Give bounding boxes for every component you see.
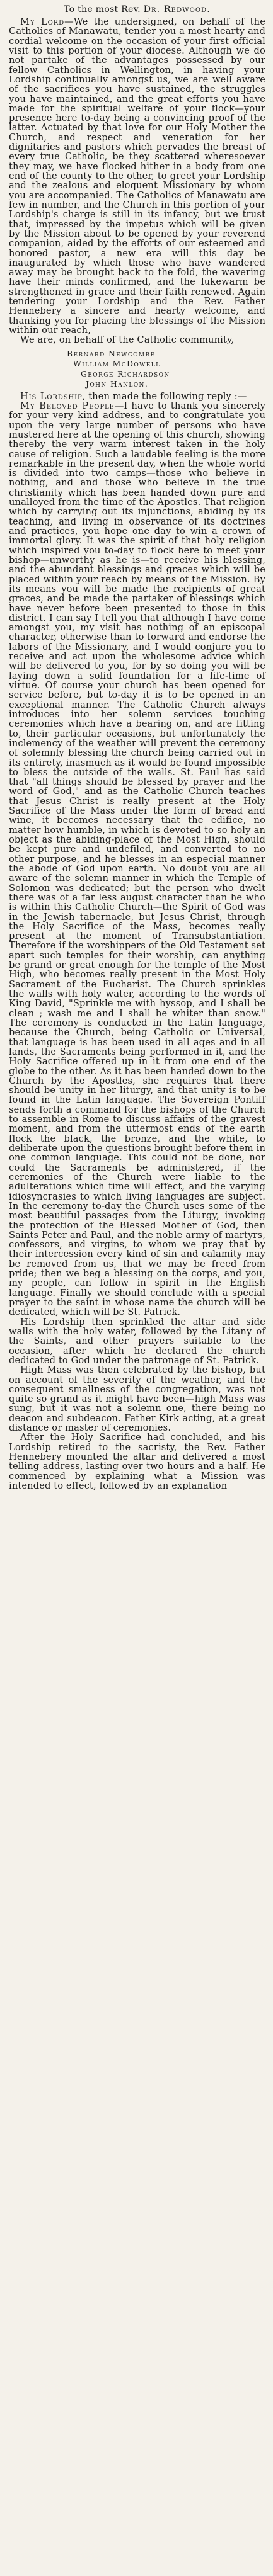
address-lead: My Lord xyxy=(20,16,65,27)
address-heading xyxy=(9,4,265,15)
sermon-paragraph: After the Holy Sacrifice had concluded, and his Lordship retired to the sacristy, the Rev. Father Hennebery mounted the altar and delivered a most telling address, lasting over two hours and a half. He commenced by explaining what a Mission was intended to effect, followed by an explanation xyxy=(9,1432,265,1491)
address-text: —We the undersigned, on behalf of the Catholics of Manawatu, tender you a most hearty and cordial welcome on the occasion of your first official visit to this portion of your diocese. Although we do not partake of the advantages possessed by our fellow Catholics in Wellington, in having your Lordship continually amongst us, we are well aware of the sacrifices you have sustained, the struggles you have maintained, and the great efforts you have made for the spiritual welfare of your flock—your presence here to-day being a convincing proof of the latter. Actuated by that love for our Holy Mother the Church, and respect and veneration for her dignitaries and pastors which pervades the breast of every true Catholic, be they scattered wheresoever they may, we have flocked hither in a body from one end of the county to the other, to greet your Lordship and the zealous and eloquent Missionary by whom you are accompanied. The Catholics of Manawatu are few in number, and the Church in this portion of your Lordship's charge is still in its infancy, but we trust that, impressed by the impetus which will be given by the Mission about to be opened by your reverend companion, aided by the efforts of our esteemed and honored pastor, a new era will this day be inaugurated by which those who have wandered away may be brought back to the fold, the wavering have their minds confirmed, and the lukewarm be strengthened in grace and their faith renewed. Again tendering your Lordship and the Rev. Father Hennebery a sincere and hearty welcome, and thanking you for placing the blessings of the Mission within our reach, xyxy=(9,16,265,336)
reply-salutation: My Beloved People xyxy=(20,400,115,411)
mass-paragraph: High Mass was then celebrated by the bishop, but on account of the severity of the weather, and the consequent smallness of the congregation, was not quite so grand as it might have been—high Mass was sung, but it was not a solemn one, there being no deacon and subdeacon. Father Kirk acting, at a great distance or master of ceremonies. xyxy=(9,1365,265,1434)
signatories xyxy=(9,349,265,389)
heading-name: Dr. Redwood. xyxy=(143,4,211,14)
signatory: John Hanlon. xyxy=(86,378,149,389)
address-body xyxy=(9,17,265,335)
reply-speech xyxy=(9,401,265,1317)
signatory: William McDowell xyxy=(73,358,161,368)
address-closing: We are, on behalf of the Catholic community, xyxy=(20,334,235,346)
reply-lead: His Lordship xyxy=(20,390,83,402)
reply-heading-rest: , then made the following reply :— xyxy=(82,390,247,402)
reply-speech-text: —I have to thank you sincerely for your very kind address, and to congratulate you upon the very large number of persons who have mustered here at the opening of this church, showing thereby the very warm interest taken in the holy cause of religion. Such a laudable feeling is the more remarkable in the present day, when the whole world is divided into two camps—those who believe in nothing, and and those who believe in the true christianity which has been handed down pure and unalloyed from the time of the Apostles. That religion which by carrying out its injunctions, abiding by its teaching, and living in observance of its doctrines and practices, you hope one day to win a crown of immortal glory. It was the spirit of that holy religion which inspired you to-day to flock here to meet your bishop—unworthy as he is—to receive his blessing, and the abundant blessings and graces which will be placed within your reach by means of the Mission. By its means you will be made the recipients of great graces, and be made the partaker of blessings which have never before been presented to those in this district. I can say I tell you that although I have come amongst you, my visit has nothing of an episcopal character, otherwise than to forward and endorse the labors of the Missionary, and I would conjure you to receive and act upon the wholesome advice which will be delivered to you, for by so doing you will be laying down a solid foundation for a life-time of virtue. Of course your church has been opened for service before, but to-day it is to be opened in an exceptional manner. The Catholic Church always introduces into her solemn services touching ceremonies which have a bearing on, and are fitting to, their particular occasions, but unfortunately the inclemency of the weather will prevent the ceremony of solemnly blessing the church being carried out in its entirety, inasmuch as it would be found impossible to bless the outside of the walls. St. Paul has said that "all things should be blessed by prayer and the word of God," and as the Catholic Church teaches that Jesus Christ is really present at the Holy Sacrifice of the Mass under the form of bread and wine, it becomes necessary that the edifice, no matter how humble, in which is devoted to so holy an object as the abiding-place of the Most High, should be kept pure and undefiled, and converted to no other purpose, and he blesses in an especial manner the abode of God upon earth. No doubt you are all aware of the solemn manner in which the Temple of Solomon was dedicated; but the person who dwelt there was of a far less august character than he who is within this Catholic Church—the Spirit of God was in the Jewish tabernacle, but Jesus Christ, through the Holy Sacrifice of the Mass, becomes really present at the moment of Transubstantiation. Therefore if the worshippers of the Old Testament set apart such temples for their worship, can anything be grand or great enough for the temple of the Most High, who becomes really present in the Most Holy Sacrament of the Eucharist. The Church sprinkles the walls with holy water, according to the words of King David, "Sprinkle me with hyssop, and I shall be clean ; wash me and I shall be whiter than snow." The ceremony is conducted in the Latin language, because the Church, being Catholic or Universal, that language is has been used in all ages and in all lands, the Sacraments being performed in it, and the Holy Sacrifice offered up in it from one end of the globe to the other. As it has been handed down to the Church by the Apostles, she requires that there should be unity in her liturgy, and that unity is to be found in the Latin language. The Sovereign Pontiff sends forth a command for the bishops of the Church to assemble in Rome to discuss affairs of the gravest moment, and from the uttermost ends of the earth flock the black, the bronze, and the white, to deliberate upon the questions brought before them in one common language. This could not be done, nor could the Sacraments be administered, if the ceremonies of the Church were liable to the adulterations which time will effect, and the varying idiosyncrasies to which living languages are subject. In the ceremony to-day the Church uses some of the most beautiful passages from the Liturgy, invoking the protection of the Blessed Mother of God, then Saints Peter and Paul, and the noble army of martyrs, confessors, and virgins, to whom we pray that by their intercession every kind of sin and calamity may be removed from us, that we may be freed from pride; then we beg a blessing on the corps, and you, my people, can follow in spirit in the English language. Finally we should conclude with a special prayer to the saint in whose name the church will be dedicated, which will be St. Patrick. xyxy=(9,400,265,1318)
heading-prefix: To the most Rev. xyxy=(64,4,144,14)
ceremony-paragraph: His Lordship then sprinkled the altar and side walls with the holy water, followed by the Litany of the Saints, and other prayers suitable to the occasion, after which he declared the church dedicated to God under the patronage of St. Patrick. xyxy=(9,1316,265,1366)
signatory: Bernard Newcombe xyxy=(67,348,156,358)
reply-heading xyxy=(9,392,265,401)
signatory: George Richardson xyxy=(81,368,170,378)
